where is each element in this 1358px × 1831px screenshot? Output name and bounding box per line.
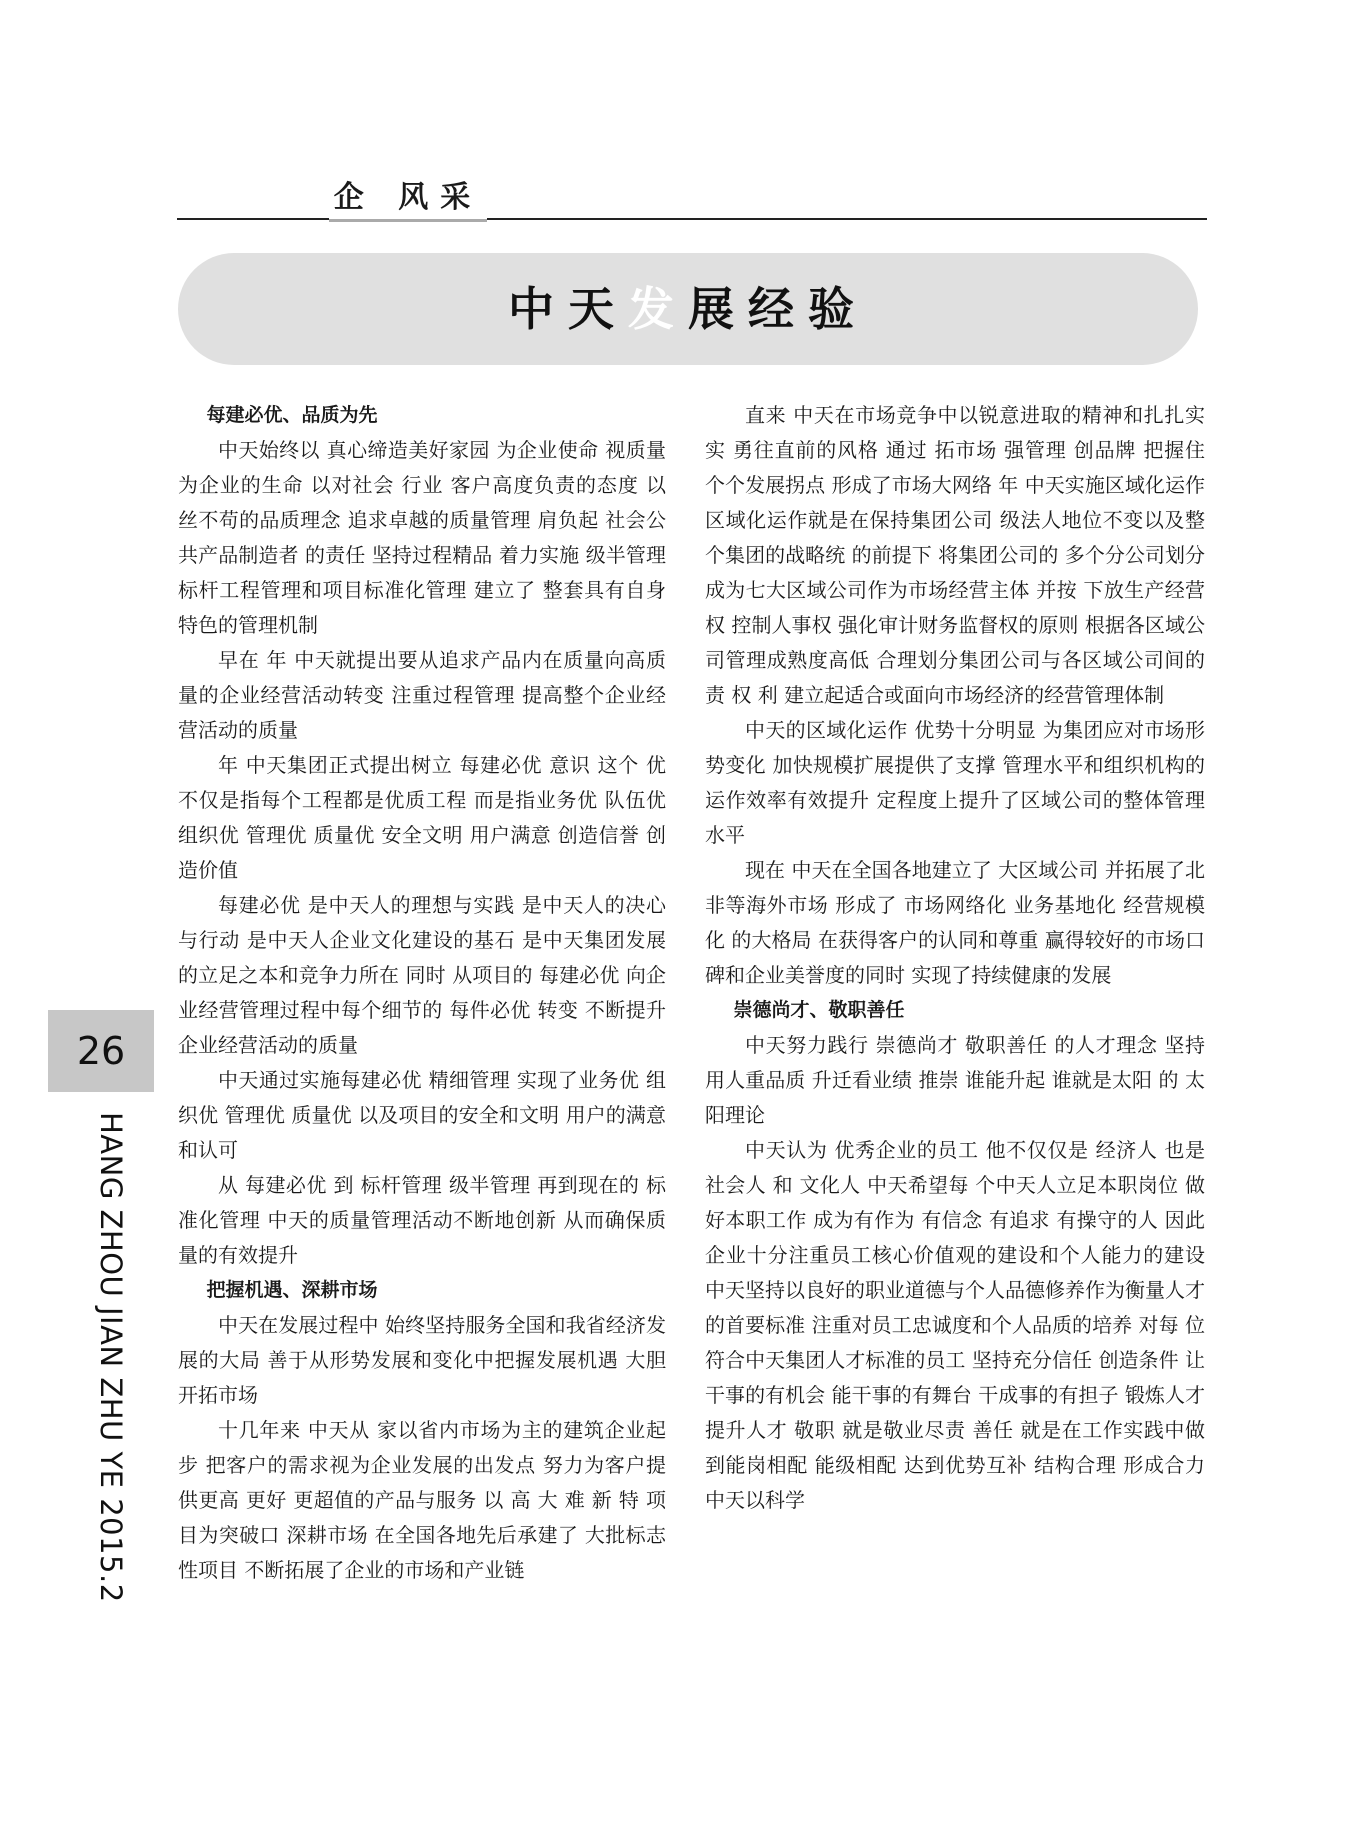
journal-vertical-label: HANG ZHOU JIAN ZHU YE 2015.2: [94, 1112, 128, 1603]
paragraph: 中天通过实施每建必优 精细管理 实现了业务优 组织优 管理优 质量优 以及项目的安全和文明 用户的满意和认可: [178, 1068, 666, 1162]
subsection-heading: 把握机遇、深耕市场: [206, 1279, 378, 1301]
paragraph: 中天努力践行 崇德尚才 敬职善任 的人才理念 坚持 用人重品质 升迁看业绩 推崇 谁能升起 谁就是太阳 的 太阳理论: [705, 1033, 1205, 1127]
headline-part: 展经验: [688, 282, 868, 336]
page-number: 26: [76, 1029, 126, 1073]
paragraph: 十几年来 中天从 家以省内市场为主的建筑企业起步 把客户的需求视为企业发展的出发点 努力为客户提供更高 更好 更超值的产品与服务 以 高 大 难 新 特 项目为突破口 深耕市场 在全国各地先后承建了 大批标志性项目 不断拓展了企业的市场和产业链: [178, 1418, 666, 1582]
header-rule-left: [177, 218, 329, 220]
subsection-heading: 崇德尚才、敬职善任: [733, 999, 905, 1021]
paragraph: 中天始终以 真心缔造美好家园 为企业使命 视质量为企业的生命 以对社会 行业 客户高度负责的态度 以 丝不苟的品质理念 追求卓越的质量管理 肩负起 社会公共产品制造者 的责任 坚持过程精品 着力实施 级半管理 标杆工程管理和项目标准化管理 建立了 整套具有自身特色的管理机制: [178, 438, 666, 637]
subsection-heading: 每建必优、品质为先: [206, 404, 378, 426]
paragraph: 中天在发展过程中 始终坚持服务全国和我省经济发展的大局 善于从形势发展和变化中把握发展机遇 大胆开拓市场: [178, 1313, 666, 1407]
article-column-left: [178, 398, 666, 1588]
headline-faded-char: 发: [628, 282, 688, 336]
paragraph: 现在 中天在全国各地建立了 大区域公司 并拓展了北非等海外市场 形成了 市场网络化 业务基地化 经营规模化 的大格局 在获得客户的认同和尊重 赢得较好的市场口碑和企业美誉度的同时 实现了持续健康的发展: [705, 858, 1205, 987]
article-title-banner: [178, 253, 1198, 365]
paragraph: 中天的区域化运作 优势十分明显 为集团应对市场形势变化 加快规模扩展提供了支撑 管理水平和组织机构的运作效率有效提升 定程度上提升了区域公司的整体管理水平: [705, 718, 1205, 847]
header-rule-right: [487, 218, 1207, 220]
article-headline: [178, 273, 1198, 339]
section-header: [177, 178, 1207, 222]
paragraph: 中天认为 优秀企业的员工 他不仅仅是 经济人 也是 社会人 和 文化人 中天希望每 个中天人立足本职岗位 做好本职工作 成为有作为 有信念 有追求 有操守的人 因此 企业十分注重员工核心价值观的建设和个人能力的建设 中天坚持以良好的职业道德与个人品德修养作为衡量人才的首要标准 注重对员工忠诚度和个人品质的培养 对每 位符合中天集团人才标准的员工 坚持充分信任 创造条件 让干事的有机会 能干事的有舞台 干成事的有担子 锻炼人才 提升人才 敬职 就是敬业尽责 善任 就是在工作实践中做到能岗相配 能级相配 达到优势互补 结构合理 形成合力 中天以科学: [705, 1138, 1205, 1512]
paragraph: 每建必优 是中天人的理想与实践 是中天人的决心与行动 是中天人企业文化建设的基石 是中天集团发展的立足之本和竞争力所在 同时 从项目的 每建必优 向企业经营管理过程中每个细节的 每件必优 转变 不断提升企业经营活动的质量: [178, 893, 666, 1057]
headline-part: 中天: [508, 282, 628, 336]
section-title: 企 风采: [329, 177, 487, 222]
article-column-right: [705, 398, 1205, 1518]
paragraph: 早在 年 中天就提出要从追求产品内在质量向高质量的企业经营活动转变 注重过程管理 提高整个企业经营活动的质量: [178, 648, 666, 742]
paragraph: 从 每建必优 到 标杆管理 级半管理 再到现在的 标准化管理 中天的质量管理活动不断地创新 从而确保质量的有效提升: [178, 1173, 666, 1267]
page-number-tab: [48, 1010, 154, 1092]
paragraph: 年 中天集团正式提出树立 每建必优 意识 这个 优 不仅是指每个工程都是优质工程 而是指业务优 队伍优 组织优 管理优 质量优 安全文明 用户满意 创造信誉 创造价值: [178, 753, 666, 882]
paragraph: 直来 中天在市场竞争中以锐意进取的精神和扎扎实实 勇往直前的风格 通过 拓市场 强管理 创品牌 把握住 个个发展拐点 形成了市场大网络 年 中天实施区域化运作 区域化运作就是在保持集团公司 级法人地位不变以及整个集团的战略统 的前提下 将集团公司的 多个分公司划分成为七大区域公司作为市场经营主体 并按 下放生产经营权 控制人事权 强化审计财务监督权的原则 根据各区域公司管理成熟度高低 合理划分集团公司与各区域公司间的责 权 利 建立起适合或面向市场经济的经营管理体制: [705, 403, 1205, 707]
